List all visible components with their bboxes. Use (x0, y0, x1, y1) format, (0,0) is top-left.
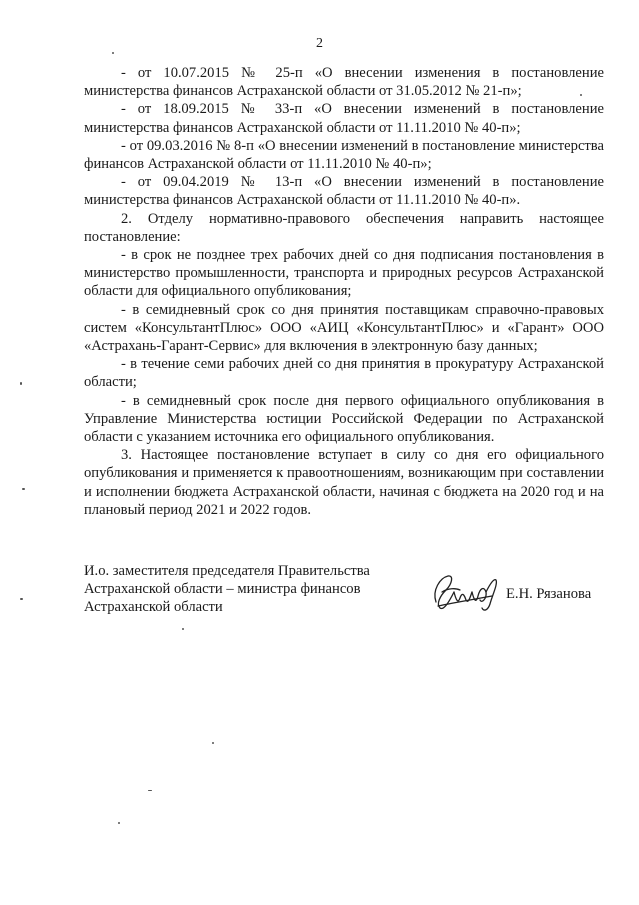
scan-speck (20, 382, 22, 385)
position-line: Астраханской области (84, 599, 223, 616)
paragraph: - от 09.04.2019 № 13-п «О внесении изменений в постановление министерства финансов Астраханской области от 11.11.2010 № 40-п». (84, 174, 604, 209)
page-number: 2 (316, 36, 323, 51)
paragraph: 2. Отделу нормативно-правового обеспечения направить настоящее постановление: (84, 210, 604, 245)
paragraph: - от 09.03.2016 № 8-п «О внесении изменений в постановление министерства финансов Астраханской области от 11.11.2010 № 40-п»; (84, 137, 604, 173)
signatory-position (84, 562, 384, 617)
paragraph: - в срок не позднее трех рабочих дней со дня подписания постановления в министерство промышленности, транспорта и природных ресурсов Астраханской области для официального опубликования; (84, 247, 604, 300)
paragraph: - от 10.07.2015 № 25-п «О внесении изменения в постановление министерства финансов Астраханской области от 31.05.2012 № 21-п»; (84, 65, 604, 100)
document-body (84, 64, 604, 519)
scan-speck (148, 790, 152, 791)
paragraph: 3. Настоящее постановление вступает в силу со дня его официального опубликования и применяется к правоотношениям, возникающим при составлении и исполнении бюджета Астраханской области, начиная с бюджета на 2020 год и на плановый период 2021 и 2022 годов. (84, 447, 604, 518)
position-line: Астраханской области – министра финансов (84, 581, 361, 598)
signer-name: Е.Н. Рязанова (506, 586, 592, 602)
scan-speck (112, 52, 114, 54)
scan-speck (580, 94, 582, 96)
paragraph: - в семидневный срок со дня принятия поставщикам справочно-правовых систем «КонсультантПлюс» ООО «АИЦ «КонсультантПлюс» и «Гарант» ООО «Астрахань-Гарант-Сервис» для включения в электронную базу данных; (84, 301, 604, 355)
paragraph: - от 18.09.2015 № 33-п «О внесении изменений в постановление министерства финансов Астраханской области от 11.11.2010 № 40-п»; (84, 101, 604, 136)
paragraph: - в течение семи рабочих дней со дня принятия в прокуратуру Астраханской области; (84, 356, 604, 391)
scan-speck (212, 742, 214, 744)
position-line: И.о. заместителя председателя Правительства (84, 563, 370, 579)
scan-speck (20, 598, 23, 600)
paragraph: - в семидневный срок после дня первого официального опубликования в Управление Министерства юстиции Российской Федерации по Астраханской области с указанием источника его официального опубликования. (84, 392, 604, 446)
handwritten-signature (430, 570, 502, 616)
scan-speck (182, 628, 184, 630)
scan-speck (22, 488, 25, 490)
scan-speck (118, 822, 120, 824)
